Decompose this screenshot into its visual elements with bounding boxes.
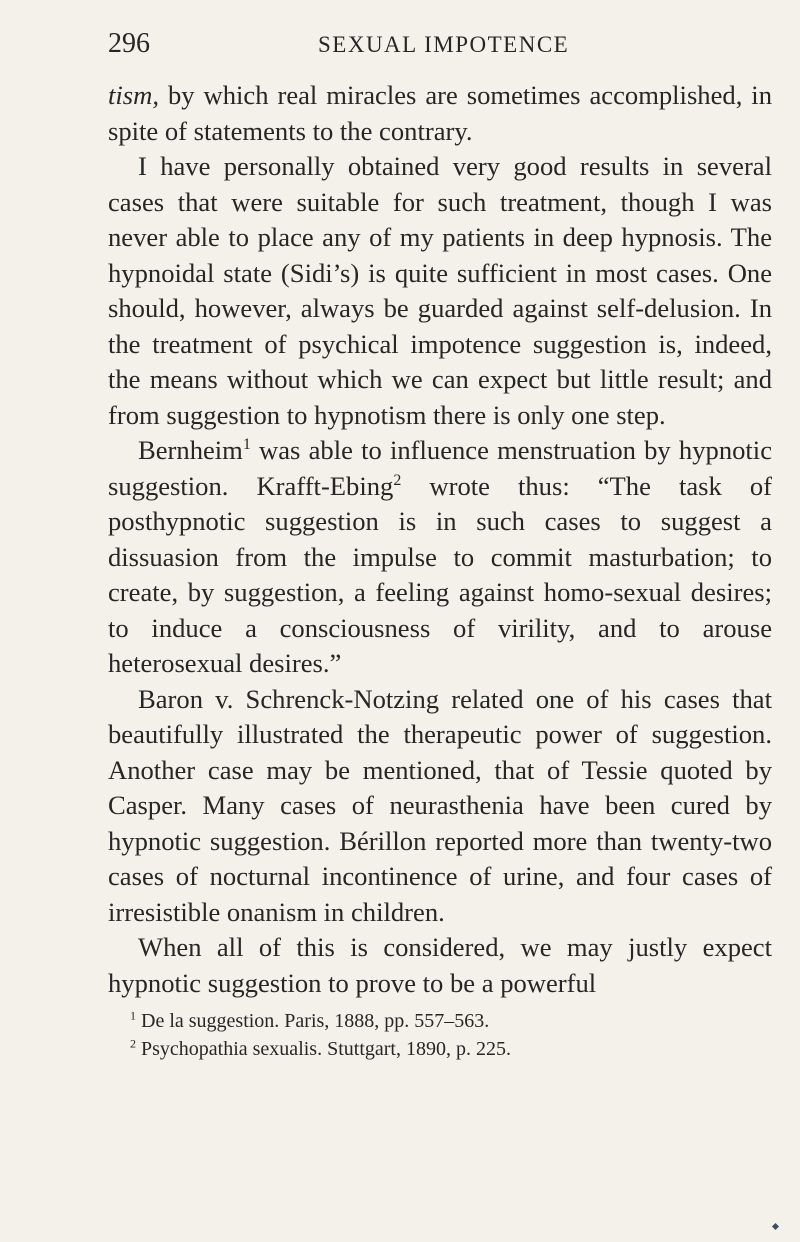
footnote-text: De la suggestion. Paris, 1888, pp. 557–563. xyxy=(136,1010,490,1032)
paragraph-5: When all of this is considered, we may justly expect hypnotic suggestion to prove to be a powerful xyxy=(108,932,772,998)
paragraph-text: by which real miracles are sometimes accomplished, in spite of statements to the contrary. xyxy=(108,80,772,146)
ink-speck xyxy=(772,1223,779,1230)
footnotes xyxy=(108,1007,772,1063)
paragraph-1 xyxy=(108,78,772,149)
footnote-ref-1: 1 xyxy=(242,436,251,454)
footnote-text: Psychopathia sexualis. Stuttgart, 1890, p. 225. xyxy=(136,1038,511,1060)
body-text xyxy=(108,78,772,1001)
footnote-marker: 1 xyxy=(130,1008,136,1023)
paragraph-text: wrote thus: “The task of posthypnotic suggestion is in such cases to suggest a dissuasion from the impulse to commit masturbation; to create, by suggestion, a feeling against homo-sexual desires; to induce a consciousness of virility, and to arouse heterosexual desires.” xyxy=(108,470,772,678)
footnote-marker: 2 xyxy=(130,1036,136,1051)
book-page xyxy=(108,22,772,1063)
footnote-2 xyxy=(108,1035,772,1063)
italic-fragment: tism, xyxy=(108,80,159,110)
page-header xyxy=(108,22,772,66)
paragraph-text: Bernheim xyxy=(138,435,243,465)
running-title: SEXUAL IMPOTENCE xyxy=(318,32,570,57)
paragraph-3 xyxy=(108,433,772,682)
footnote-1 xyxy=(108,1007,772,1035)
page-number: 296 xyxy=(108,28,150,59)
paragraph-2: I have personally obtained very good results in several cases that were suitable for such treatment, though I was never able to place any of my patients in deep hypnosis. The hypnoidal state (Sidi’s) is quite sufficient in most cases. One should, however, always be guarded against self-delusion. In the treatment of psychical impotence suggestion is, indeed, the means without which we can expect but little result; and from suggestion to hypnotism there is only one step. xyxy=(108,151,772,430)
footnote-ref-2: 2 xyxy=(393,471,402,489)
paragraph-4: Baron v. Schrenck-Notzing related one of his cases that beautifully illustrated the therapeutic power of suggestion. Another case may be mentioned, that of Tessie quoted by Casper. Many cases of neurasthenia have been cured by hypnotic suggestion. Bérillon reported more than twenty-two cases of nocturnal incontinence of urine, and four cases of irresistible onanism in children. xyxy=(108,683,772,927)
paragraph-text: was able to influence menstruation by hypnotic suggestion. Krafft-Ebing xyxy=(108,435,772,501)
